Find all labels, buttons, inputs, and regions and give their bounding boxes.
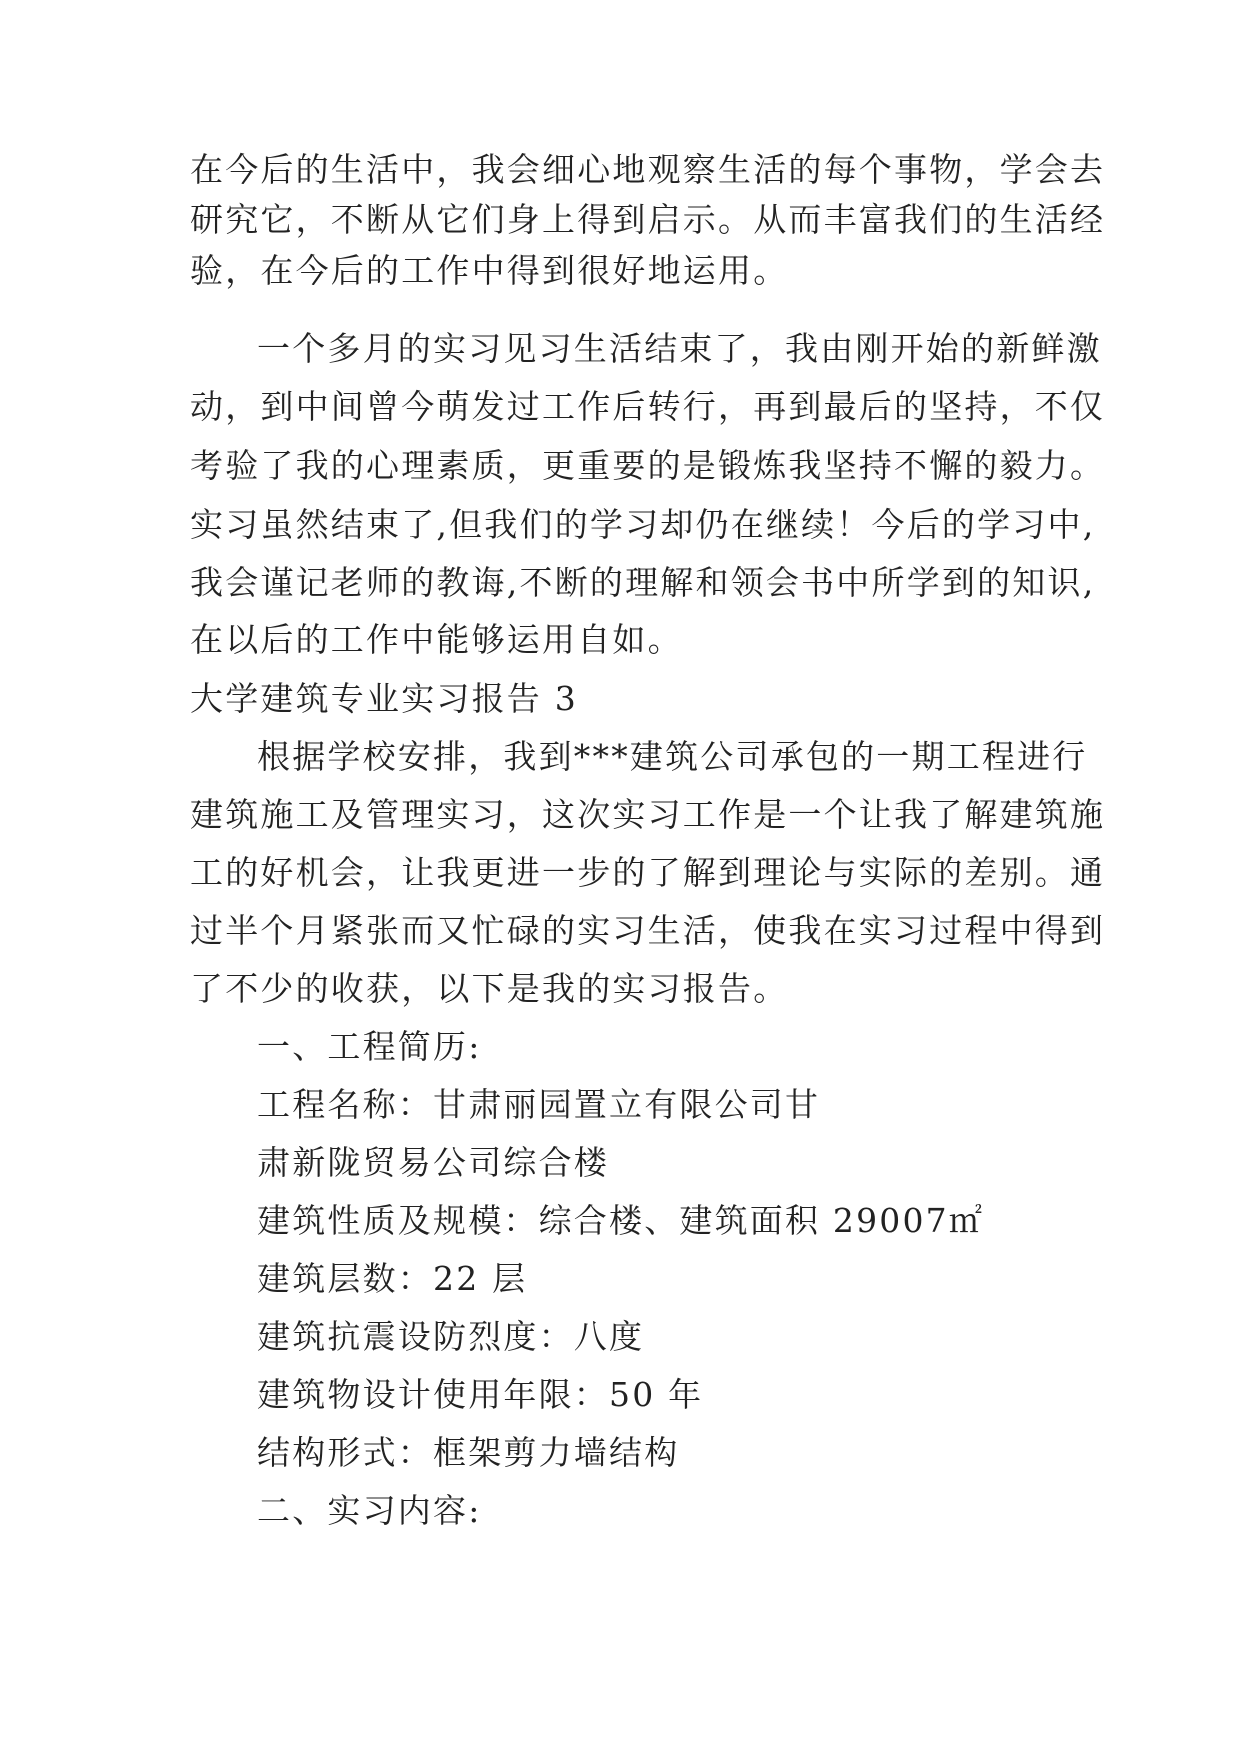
text-line: 一、工程简历: xyxy=(257,1027,482,1066)
text-line: 过半个月紧张而又忙碌的实习生活，使我在实习过程中得到 xyxy=(190,911,1106,950)
text-line: 二、实习内容: xyxy=(257,1491,482,1530)
text-line: 建筑抗震设防烈度：八度 xyxy=(257,1317,645,1356)
text-line: 在今后的生活中，我会细心地观察生活的每个事物，学会去 xyxy=(190,150,1106,189)
text-line: 验，在今后的工作中得到很好地运用。 xyxy=(190,251,789,290)
text-line: 根据学校安排，我到***建筑公司承包的一期工程进行 xyxy=(257,737,1088,776)
text-line: 建筑性质及规模：综合楼、建筑面积 29007㎡ xyxy=(257,1201,985,1240)
text-line: 建筑施工及管理实习，这次实习工作是一个让我了解建筑施 xyxy=(190,795,1106,834)
text-line: 考验了我的心理素质，更重要的是锻炼我坚持不懈的毅力。 xyxy=(190,446,1106,485)
text-line: 我会谨记老师的教诲,不断的理解和领会书中所学到的知识, xyxy=(190,563,1096,602)
text-line: 肃新陇贸易公司综合楼 xyxy=(257,1143,609,1182)
text-line: 实习虽然结束了,但我们的学习却仍在继续！今后的学习中, xyxy=(190,505,1096,544)
section-heading: 大学建筑专业实习报告 3 xyxy=(190,679,578,718)
text-line: 动，到中间曾今萌发过工作后转行，再到最后的坚持，不仅 xyxy=(190,387,1106,426)
text-line: 建筑物设计使用年限：50 年 xyxy=(257,1375,704,1414)
text-line: 研究它，不断从它们身上得到启示。从而丰富我们的生活经 xyxy=(190,200,1106,239)
text-line: 了不少的收获，以下是我的实习报告。 xyxy=(190,969,789,1008)
text-line: 建筑层数：22 层 xyxy=(257,1259,528,1298)
text-line: 工的好机会，让我更进一步的了解到理论与实际的差别。通 xyxy=(190,853,1106,892)
text-line: 在以后的工作中能够运用自如。 xyxy=(190,620,683,659)
text-line: 工程名称：甘肃丽园置立有限公司甘 xyxy=(257,1085,821,1124)
text-line: 一个多月的实习见习生活结束了，我由刚开始的新鲜激 xyxy=(257,329,1102,368)
text-line: 结构形式：框架剪力墙结构 xyxy=(257,1433,680,1472)
